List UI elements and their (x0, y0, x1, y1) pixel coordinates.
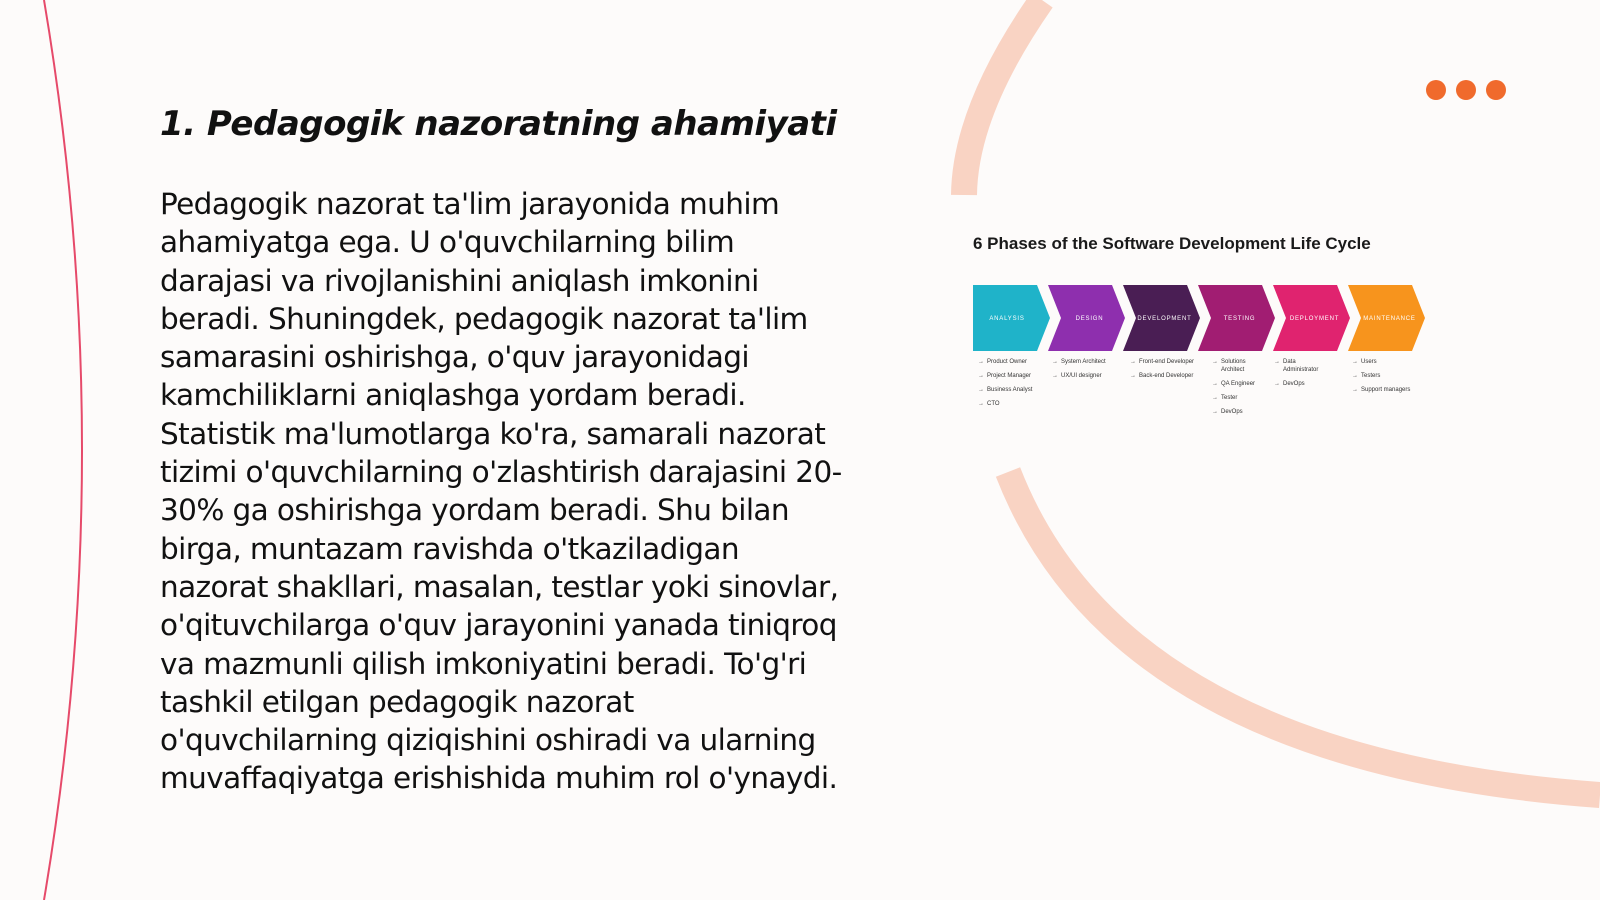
role-item: → Project Manager (978, 372, 1032, 380)
roles-development (1130, 358, 1194, 386)
role-item: → CTO (978, 400, 1032, 408)
phase-label: DEPLOYMENT (1289, 316, 1340, 322)
role-item: → System Architect (1052, 358, 1106, 366)
role-item: → UX/UI designer (1052, 372, 1106, 380)
role-item: → DevOps (1274, 380, 1331, 388)
phase-analysis (973, 285, 1050, 351)
dot-3 (1486, 80, 1506, 100)
roles-testing (1212, 358, 1269, 422)
role-item: → Support managers (1352, 386, 1410, 394)
roles-deployment (1274, 358, 1331, 394)
phase-testing (1198, 285, 1275, 351)
role-item: → Back-end Developer (1130, 372, 1194, 380)
roles-design (1052, 358, 1106, 386)
roles-maintenance (1352, 358, 1410, 400)
phase-label: DEVELOPMENT (1137, 316, 1192, 322)
arc-bottom (1008, 472, 1600, 795)
decorative-dots (1426, 80, 1506, 100)
role-item: → Product Owner (978, 358, 1032, 366)
role-item: → Tester (1212, 394, 1269, 402)
arc-top (964, 0, 1042, 195)
slide-body-text: Pedagogik nazorat ta'lim jarayonida muhim ahamiyatga ega. U o'quvchilarning bilim darajasi va rivojlanishini aniqlash imkonini beradi. Shuningdek, pedagogik nazorat ta'lim samarasini oshirishga, o'quv jarayonidagi kamchiliklarni aniqlashga yordam beradi. Statistik ma'lumotlarga ko'ra, samarali nazorat tizimi o'quvchilarning o'zlashtirish darajasini 20-30% ga oshirishga yordam beradi. Shu bilan birga, muntazam ravishda o'tkaziladigan nazorat shakllari, masalan, testlar yoki sinovlar, o'qituvchilarga o'quv jarayonini yanada tiniqroq va mazmunli qilish imkoniyatini beradi. To'g'ri tashkil etilgan pedagogik nazorat o'quvchilarning qiziqishini oshiradi va ularning muvaffaqiyatga erishishida muhim rol o'ynaydi. (160, 187, 842, 796)
phase-label: DESIGN (1075, 316, 1104, 322)
roles-analysis (978, 358, 1032, 414)
figure-title: 6 Phases of the Software Development Life Cycle (973, 234, 1371, 253)
phase-maintenance (1348, 285, 1425, 351)
phase-label: ANALYSIS (989, 316, 1025, 322)
dot-2 (1456, 80, 1476, 100)
role-item: → QA Engineer (1212, 380, 1269, 388)
role-item: → Data Administrator (1274, 358, 1331, 374)
role-item: → DevOps (1212, 408, 1269, 416)
role-item: → Users (1352, 358, 1410, 366)
phase-deployment (1273, 285, 1350, 351)
phase-development (1123, 285, 1200, 351)
slide-title: 1. Pedagogik nazoratning ahamiyati (160, 104, 837, 144)
sdlc-phase-chevrons (973, 285, 1435, 351)
sdlc-role-columns (978, 358, 1438, 428)
role-item: → Business Analyst (978, 386, 1032, 394)
dot-1 (1426, 80, 1446, 100)
role-item: → Testers (1352, 372, 1410, 380)
role-item: → Solutions Architect (1212, 358, 1269, 374)
phase-label: MAINTENANCE (1363, 316, 1416, 322)
phase-label: TESTING (1223, 316, 1256, 322)
left-border-curve (44, 0, 82, 900)
role-item: → Front-end Developer (1130, 358, 1194, 366)
phase-design (1048, 285, 1125, 351)
